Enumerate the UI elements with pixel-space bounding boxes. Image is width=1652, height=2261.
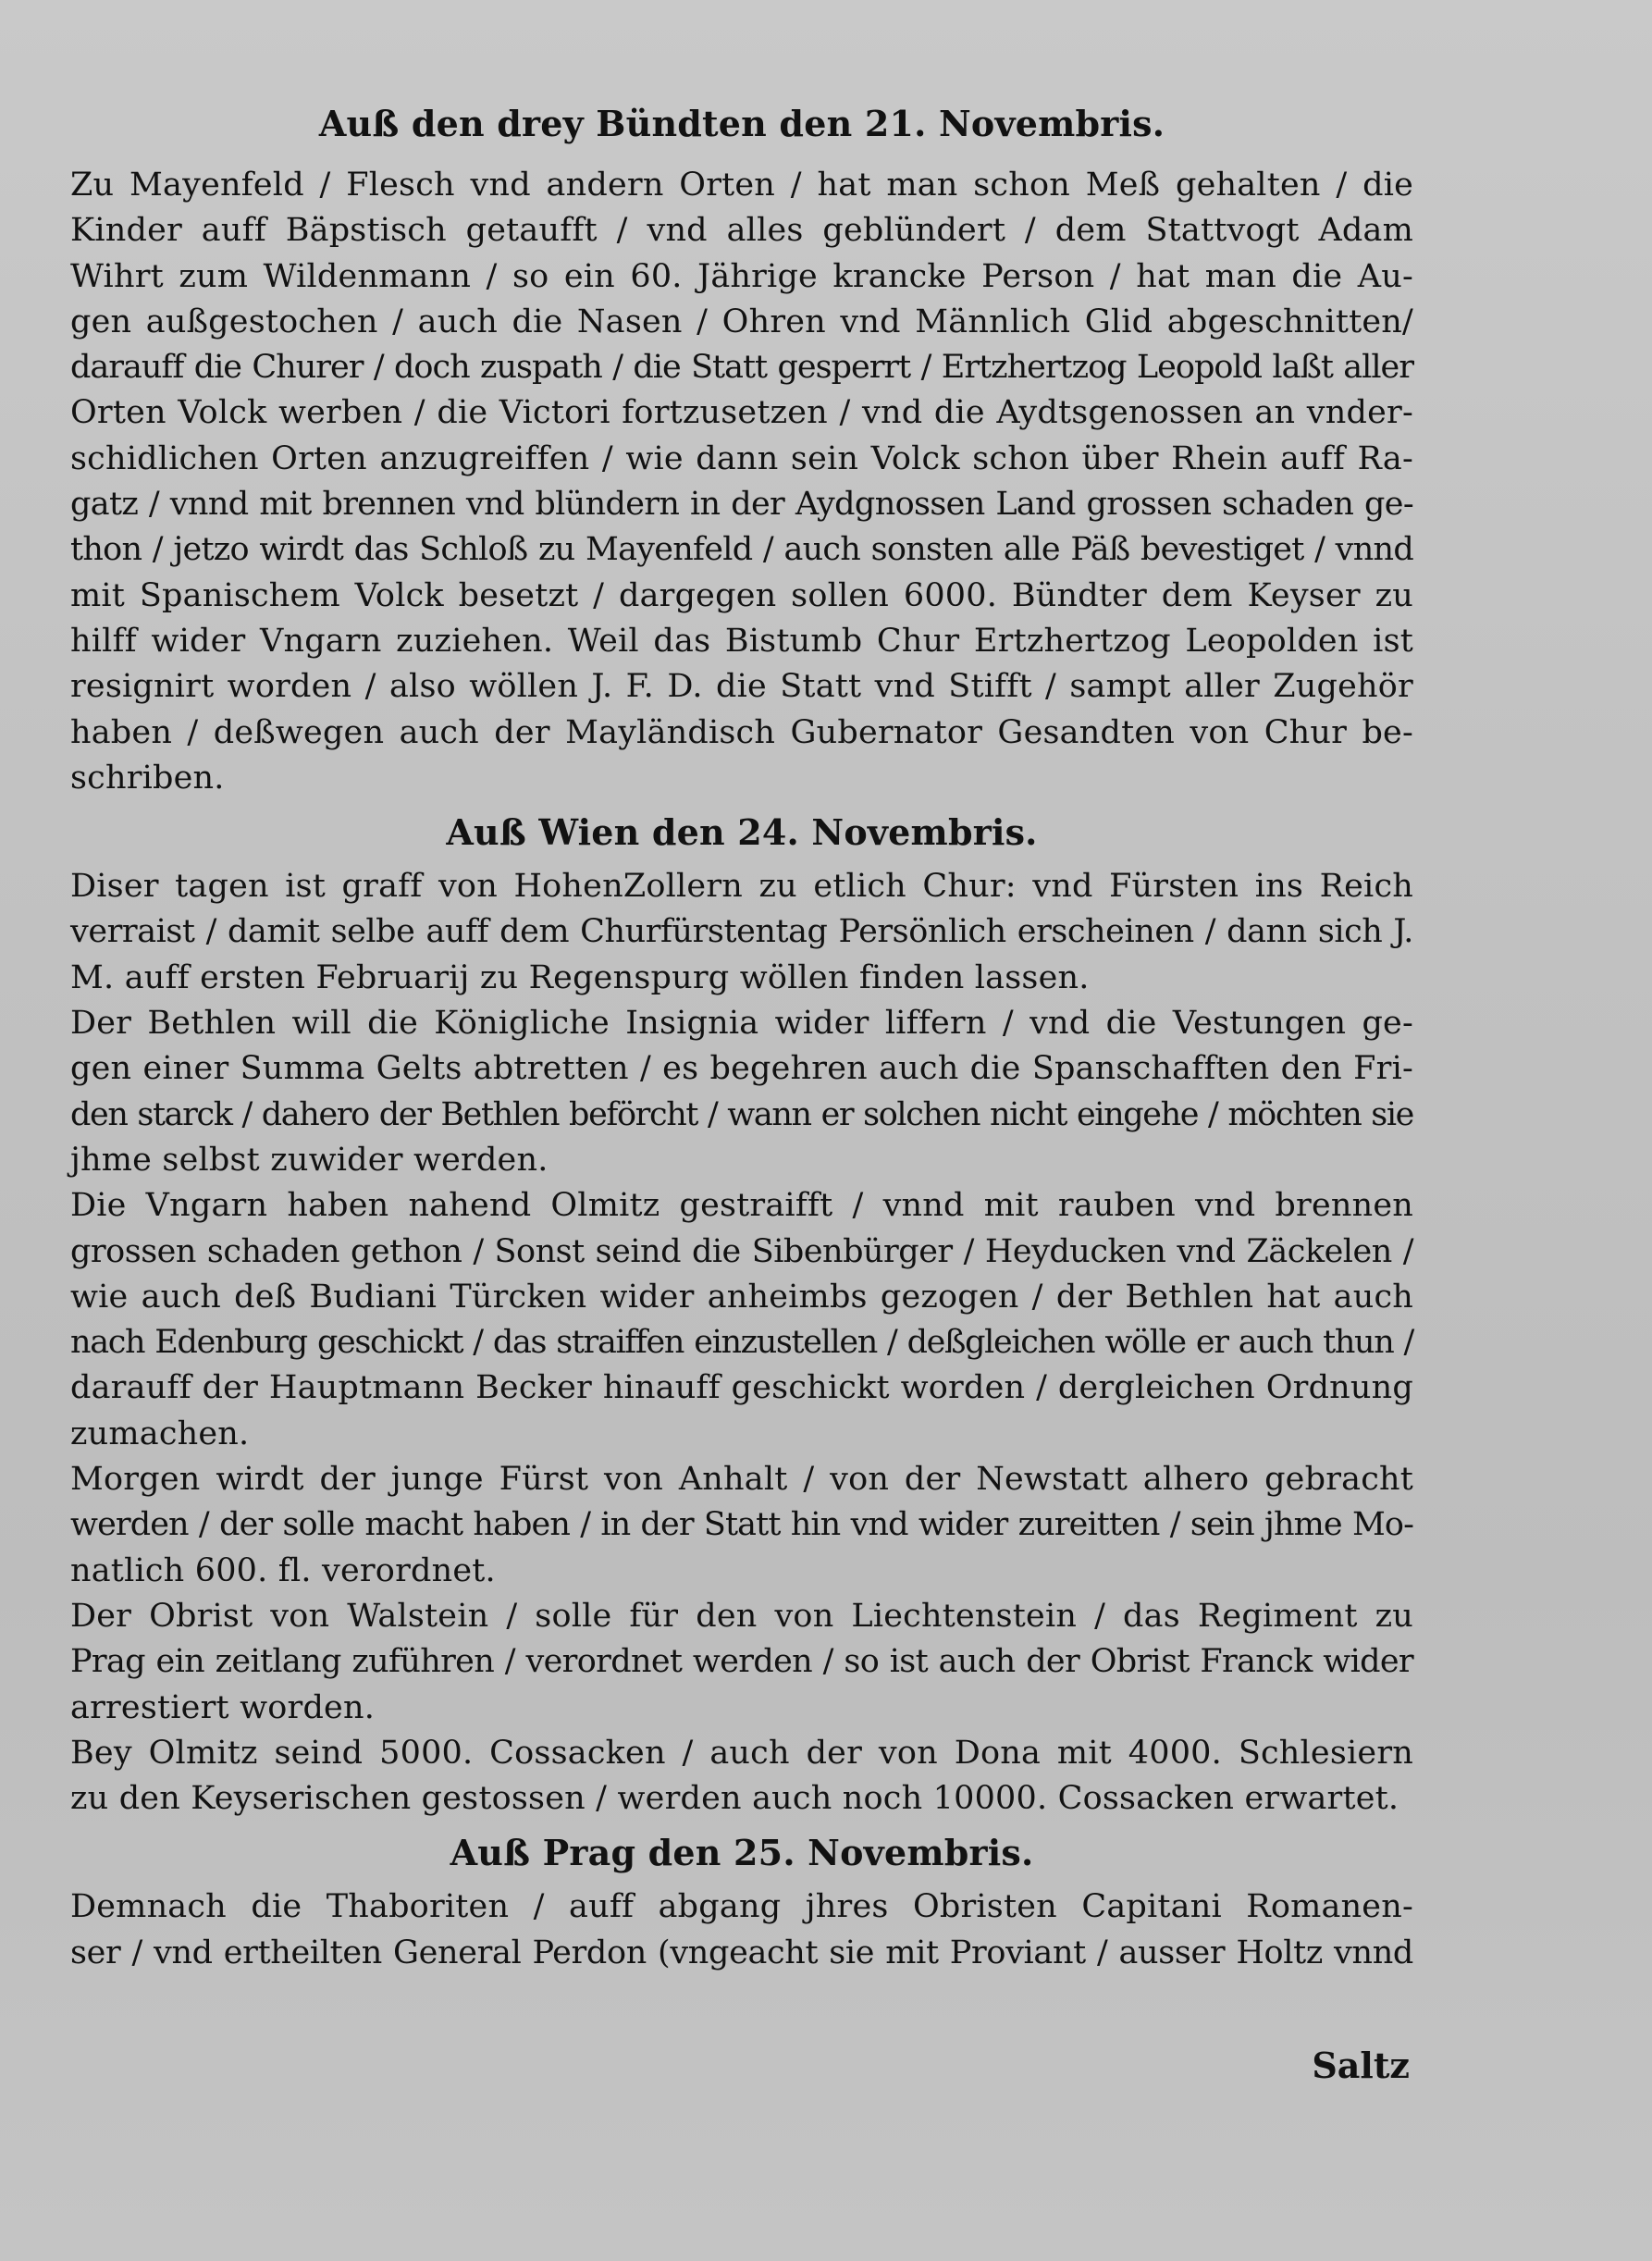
text-line: arrestiert worden. bbox=[70, 1688, 376, 1726]
paragraph bbox=[70, 1884, 1413, 1976]
text-line: M. auff ersten Februarij zu Regenspurg wöllen finden lassen. bbox=[70, 958, 1090, 996]
text-line: darauff der Hauptmann Becker hinauff geschickt worden / dergleichen Ordnung bbox=[70, 1369, 1413, 1407]
text-line: jhme selbst zuwider werden. bbox=[70, 1141, 549, 1179]
text-line: Die Vngarn haben nahend Olmitz gestraifft / vnnd mit rauben vnd brennen bbox=[70, 1187, 1413, 1225]
text-line: Prag ein zeitlang zuführen / verordnet werden / so ist auch der Obrist Franck wider bbox=[70, 1643, 1413, 1681]
section-heading-buendten: Auß den drey Bündten den 21. Novembris. bbox=[318, 103, 1165, 144]
text-line: natlich 600. fl. verordnet. bbox=[70, 1551, 496, 1589]
text-line: Kinder auff Bäpstisch getaufft / vnd alles geblündert / dem Stattvogt Adam bbox=[70, 212, 1413, 250]
text-line: Orten Volck werben / die Victori fortzusetzen / vnd die Aydtsgenossen an vnder- bbox=[70, 394, 1413, 432]
text-line: Demnach die Thaboriten / auff abgang jhres Obristen Capitani Romanen- bbox=[70, 1888, 1413, 1926]
text-line: thon / jetzo wirdt das Schloß zu Mayenfeld / auch sonsten alle Päß bevestiget / vnnd bbox=[70, 531, 1413, 569]
paragraph bbox=[70, 1594, 1413, 1731]
text-line: haben / deßwegen auch der Mayländisch Gubernator Gesandten von Chur be- bbox=[70, 713, 1413, 751]
text-line: gen einer Summa Gelts abtretten / es begehren auch die Spanschafften den Fri- bbox=[70, 1050, 1413, 1088]
text-line: ser / vnd ertheilten General Perdon (vngeacht sie mit Proviant / ausser Holtz vnnd bbox=[70, 1934, 1413, 1971]
text-line: Wihrt zum Wildenmann / so ein 60. Jährige krancke Person / hat man die Au- bbox=[70, 257, 1413, 295]
paragraph bbox=[70, 1457, 1413, 1594]
text-line: Diser tagen ist graff von HohenZollern zu etlich Chur: vnd Fürsten ins Reich bbox=[70, 868, 1413, 906]
text-line: mit Spanischem Volck besetzt / dargegen sollen 6000. Bündter dem Keyser zu bbox=[70, 576, 1413, 614]
text-line: zumachen. bbox=[70, 1415, 250, 1452]
text-block bbox=[70, 93, 1413, 1976]
text-line: schidlichen Orten anzugreiffen / wie dann sein Volck schon über Rhein auff Ra- bbox=[70, 439, 1413, 477]
text-line: verraist / damit selbe auff dem Churfürstentag Persönlich erscheinen / dann sich J. bbox=[70, 913, 1413, 951]
paragraph bbox=[70, 1183, 1413, 1457]
text-line: den starck / dahero der Bethlen beförcht / wann er solchen nicht eingehe / möchten sie bbox=[70, 1095, 1413, 1133]
text-line: grossen schaden gethon / Sonst seind die Sibenbürger / Heyducken vnd Zäckelen / bbox=[70, 1232, 1413, 1270]
text-line: Morgen wirdt der junge Fürst von Anhalt / von der Newstatt alhero gebracht bbox=[70, 1461, 1413, 1499]
text-line: zu den Keyserischen gestossen / werden auch noch 10000. Cossacken erwartet. bbox=[70, 1780, 1399, 1818]
text-line: resignirt worden / also wöllen J. F. D. die Statt vnd Stifft / sampt aller Zugehör bbox=[70, 668, 1413, 706]
text-line: werden / der solle macht haben / in der Statt hin vnd wider zureitten / sein jhme Mo- bbox=[70, 1506, 1413, 1544]
section-heading-wien: Auß Wien den 24. Novembris. bbox=[446, 811, 1038, 854]
text-line: hilff wider Vngarn zuziehen. Weil das Bistumb Chur Ertzhertzog Leopolden ist bbox=[70, 622, 1413, 660]
text-line: Zu Mayenfeld / Flesch vnd andern Orten / hat man schon Meß gehalten / die bbox=[70, 167, 1413, 204]
section-heading-prag: Auß Prag den 25. Novembris. bbox=[450, 1832, 1034, 1874]
text-line: darauff die Churer / doch zuspath / die Statt gesperrt / Ertzhertzog Leopold laßt aller bbox=[70, 349, 1413, 387]
text-line: nach Edenburg geschickt / das straiffen einzustellen / deßgleichen wölle er auch thun / bbox=[70, 1324, 1413, 1362]
paragraph bbox=[70, 1731, 1413, 1822]
catchword: Saltz bbox=[1312, 2045, 1410, 2086]
paragraph bbox=[70, 163, 1413, 801]
text-line: wie auch deß Budiani Türcken wider anheimbs gezogen / der Bethlen hat auch bbox=[70, 1278, 1413, 1316]
text-line: gen außgestochen / auch die Nasen / Ohren vnd Männlich Glid abgeschnitten/ bbox=[70, 303, 1413, 340]
text-line: schriben. bbox=[70, 759, 225, 797]
text-line: Der Obrist von Walstein / solle für den von Liechtenstein / das Regiment zu bbox=[70, 1597, 1413, 1635]
paragraph bbox=[70, 1001, 1413, 1183]
paragraph bbox=[70, 864, 1413, 1001]
text-line: Bey Olmitz seind 5000. Cossacken / auch der von Dona mit 4000. Schlesiern bbox=[70, 1734, 1413, 1772]
text-line: gatz / vnnd mit brennen vnd blündern in der Aydgnossen Land grossen schaden ge- bbox=[70, 486, 1413, 524]
text-line: Der Bethlen will die Königliche Insignia wider liffern / vnd die Vestungen ge- bbox=[70, 1005, 1413, 1043]
